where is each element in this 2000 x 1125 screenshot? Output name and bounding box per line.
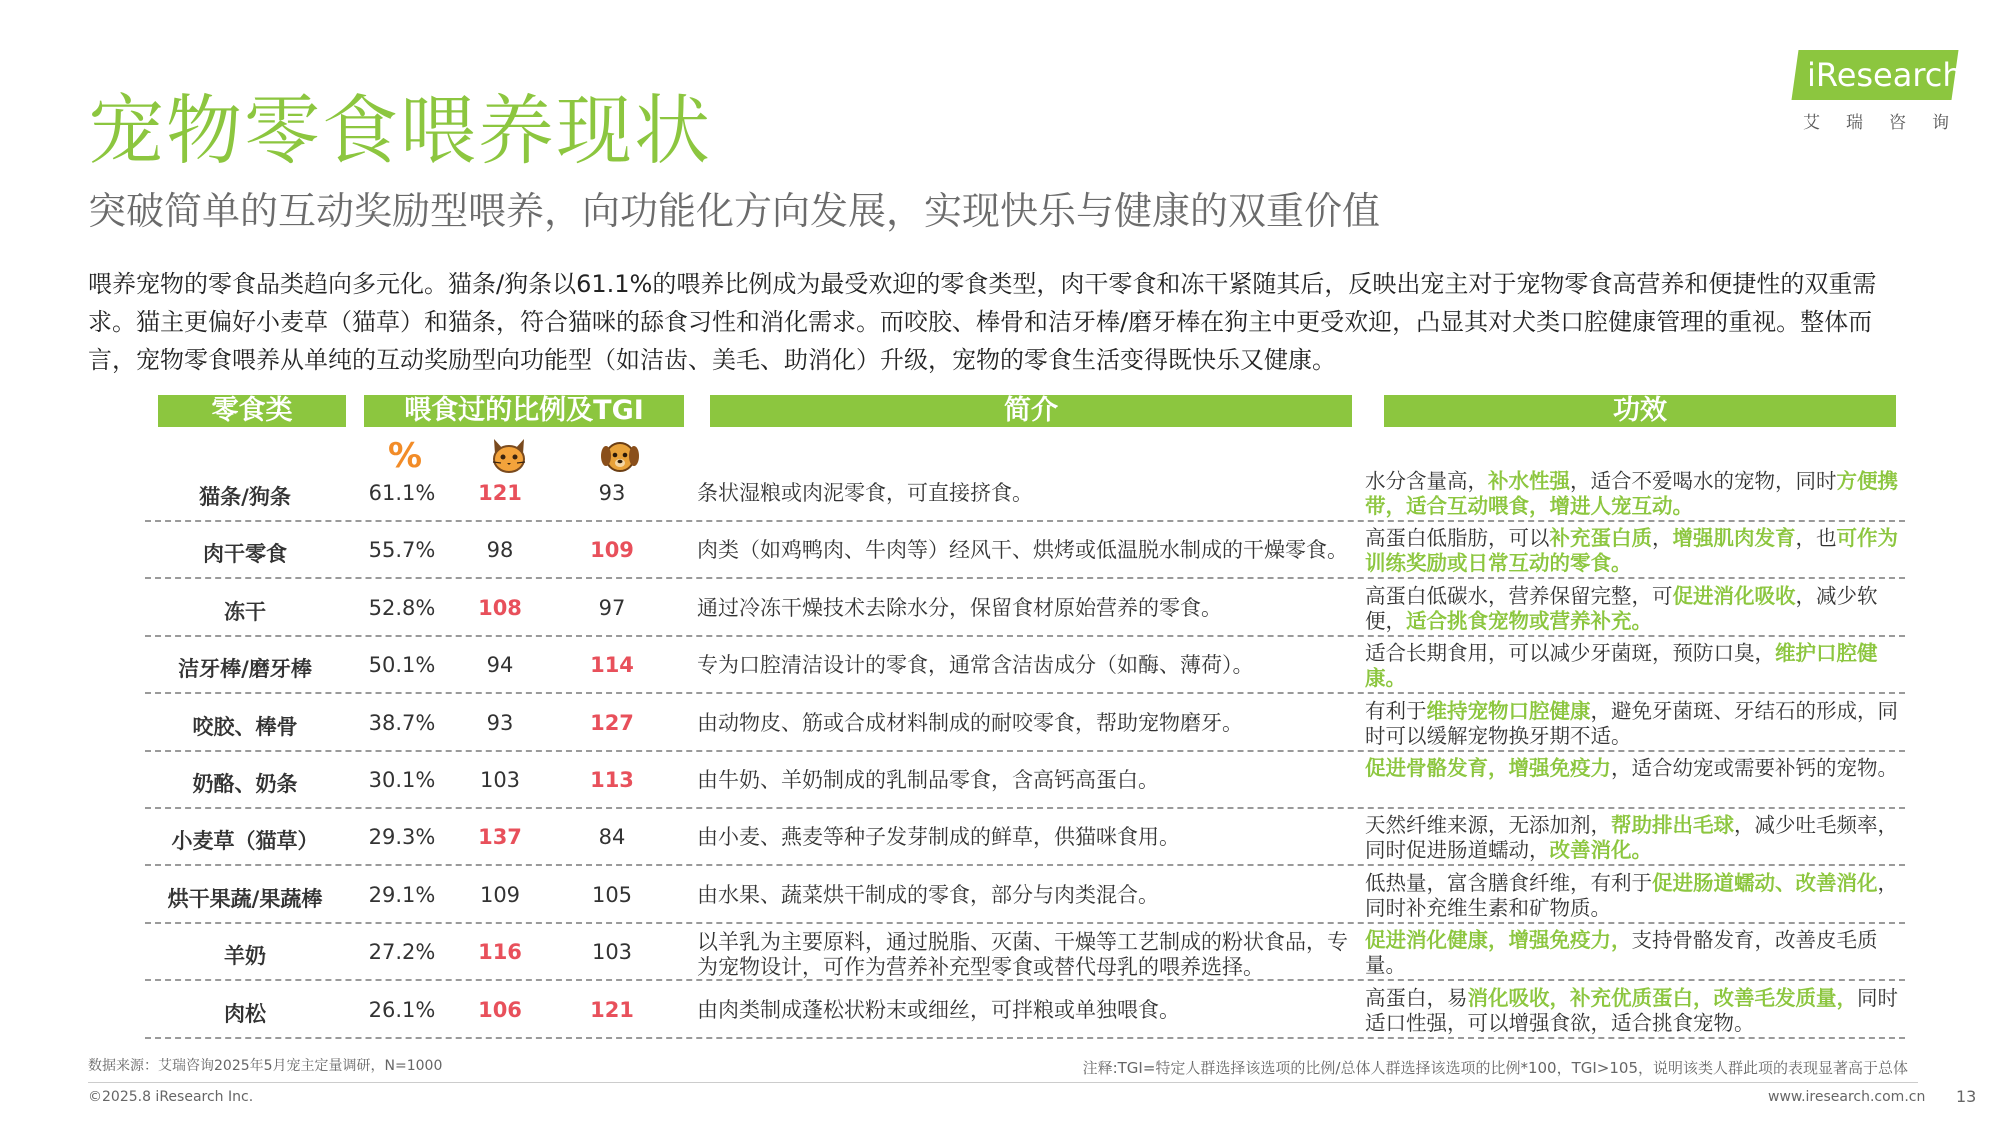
snack-category: 冻干 <box>224 599 266 624</box>
snack-category: 肉松 <box>224 1001 266 1026</box>
page-subtitle: 突破简单的互动奖励型喂养，向功能化方向发展，实现快乐与健康的双重价值 <box>88 189 1381 233</box>
effect-text: ，避免牙菌斑、牙结石的形成，同时可以缓解宠物换牙期不适。 <box>1365 698 1898 748</box>
header-effect: 功效 <box>1384 395 1896 427</box>
dog-tgi: 109 <box>590 538 634 563</box>
table-row <box>145 578 1905 637</box>
feeding-ratio: 50.1% <box>368 653 436 678</box>
logo-text: iResearch <box>1807 56 1963 94</box>
cat-tgi: 103 <box>479 768 521 792</box>
feeding-ratio: 61.1% <box>368 481 436 505</box>
cat-tgi: 108 <box>478 595 522 620</box>
effect-text: 高蛋白低脂肪，可以 <box>1365 526 1550 551</box>
snack-category: 羊奶 <box>224 944 266 969</box>
snack-description: 肉类（如鸡鸭肉、牛肉等）经风干、烘烤或低温脱水制成的干燥零食。 <box>697 538 1348 563</box>
effect-keyword: 促进消化吸收 <box>1672 583 1796 608</box>
effect-keyword: 增强肌肉发育 <box>1672 526 1796 551</box>
snack-description: 由动物皮、筋或合成材料制成的耐咬零食，帮助宠物磨牙。 <box>697 710 1243 735</box>
dog-tgi: 113 <box>590 768 634 792</box>
snack-effect <box>1365 928 1905 978</box>
cat-tgi: 121 <box>478 481 522 505</box>
effect-keyword: 适合挑食宠物或营养补充。 <box>1406 608 1652 633</box>
effect-text: 水分含量高， <box>1365 469 1488 493</box>
snack-description: 专为口腔清洁设计的零食，通常含洁齿成分（如酶、薄荷）。 <box>697 653 1254 678</box>
intro-paragraph: 喂养宠物的零食品类趋向多元化。猫条/狗条以61.1%的喂养比例成为最受欢迎的零食类型，肉干零食和冻干紧随其后，反映出宠主对于宠物零食高营养和便捷性的双重需求。猫主更偏好小麦草（猫草）和猫条，符合猫咪的舔食习性和消化需求。而咬胶、棒骨和洁牙棒/磨牙棒在狗主中更受欢迎，凸显其对犬类口腔健康管理的重视。整体而言，宠物零食喂养从单纯的互动奖励型向功能型（如洁齿、美毛、助消化）升级，宠物的零食生活变得既快乐又健康。 <box>88 270 1877 374</box>
effect-keyword: 促进肠道蠕动、改善消化 <box>1652 870 1878 895</box>
cat-tgi: 98 <box>486 538 514 563</box>
effect-text: ， <box>1652 526 1673 551</box>
effect-text: 有利于 <box>1365 698 1427 723</box>
snack-effect <box>1365 641 1905 691</box>
snack-effect <box>1365 813 1905 863</box>
dog-tgi: 105 <box>591 882 633 907</box>
percent-icon: % <box>388 436 423 476</box>
snack-description: 由小麦、燕麦等种子发芽制成的鲜草，供猫咪食用。 <box>697 825 1180 850</box>
iresearch-logo <box>1795 50 1975 133</box>
snack-effect <box>1365 469 1905 519</box>
effect-text: 高蛋白低碳水，营养保留完整，可 <box>1365 583 1673 608</box>
snack-category: 洁牙棒/磨牙棒 <box>178 657 312 682</box>
snack-effect <box>1365 986 1905 1036</box>
snack-category: 烘干果蔬/果蔬棒 <box>167 886 323 911</box>
snack-category: 咬胶、棒骨 <box>192 714 298 739</box>
effect-text: 高蛋白，易 <box>1365 985 1468 1010</box>
header-ratio: 喂食过的比例及TGI <box>364 395 684 427</box>
effect-text: 适合长期食用，可以减少牙菌斑，预防口臭， <box>1365 641 1775 666</box>
effect-text: 天然纤维来源，无添加剂， <box>1365 813 1611 838</box>
dog-tgi: 103 <box>591 940 633 965</box>
cat-tgi: 116 <box>478 940 522 965</box>
dog-tgi: 121 <box>590 997 634 1022</box>
dog-tgi: 93 <box>598 481 626 505</box>
snack-effect <box>1365 584 1905 634</box>
effect-keyword: 消化吸收，补充优质蛋白，改善毛发质量， <box>1467 985 1857 1010</box>
feeding-ratio: 30.1% <box>368 768 436 792</box>
effect-keyword: 可作为训练奖励或日常互动的零食。 <box>1365 526 1898 576</box>
effect-text: 同时适口性强，可以增强食欲，适合挑食宠物。 <box>1365 985 1898 1035</box>
cat-tgi: 137 <box>478 825 522 850</box>
effect-keyword: 促进骨骼发育，增强免疫力 <box>1365 756 1611 780</box>
cat-tgi: 106 <box>478 997 522 1022</box>
cat-tgi: 93 <box>486 710 514 735</box>
table-row <box>145 463 1905 522</box>
data-source: 数据来源：艾瑞咨询2025年5月宠主定量调研，N=1000 <box>88 1058 443 1074</box>
effect-text: ，减少软便， <box>1365 583 1878 633</box>
snack-effect <box>1365 756 1905 781</box>
effect-keyword: 帮助排出毛球 <box>1611 813 1734 838</box>
table-row <box>145 635 1905 694</box>
effect-keyword: 改善消化。 <box>1549 838 1652 863</box>
effect-keyword: 促进消化健康，增强免疫力， <box>1365 928 1632 953</box>
feeding-ratio: 38.7% <box>368 710 436 735</box>
table-row <box>145 922 1905 981</box>
snack-category: 猫条/狗条 <box>199 485 291 509</box>
table-row <box>145 750 1905 809</box>
footer-divider <box>88 1082 1918 1083</box>
effect-text: ，减少吐毛频率，同时促进肠道蠕动， <box>1365 813 1898 863</box>
snack-effect <box>1365 699 1905 749</box>
snack-category: 小麦草（猫草） <box>171 829 319 854</box>
snack-description: 由水果、蔬菜烘干制成的零食，部分与肉类混合。 <box>697 882 1159 907</box>
effect-text: ，也 <box>1795 526 1837 551</box>
effect-text: 支持骨骼发育，改善皮毛质量。 <box>1365 928 1878 978</box>
snack-category: 奶酪、奶条 <box>192 772 298 796</box>
feeding-ratio: 27.2% <box>368 940 436 965</box>
dog-tgi: 97 <box>598 595 626 620</box>
page-number: 13 <box>1956 1087 1977 1106</box>
page-title: 宠物零食喂养现状 <box>88 86 712 175</box>
table-row <box>145 807 1905 866</box>
feeding-ratio: 26.1% <box>368 997 436 1022</box>
effect-keyword: 维持宠物口腔健康 <box>1426 698 1591 723</box>
effect-text: ，同时补充维生素和矿物质。 <box>1365 870 1898 920</box>
header-desc: 简介 <box>710 395 1352 427</box>
snack-description: 通过冷冻干燥技术去除水分，保留食材原始营养的零食。 <box>697 595 1222 620</box>
snack-description: 由肉类制成蓬松状粉末或细丝，可拌粮或单独喂食。 <box>697 997 1180 1022</box>
header-category: 零食类 <box>158 395 346 427</box>
snack-category: 肉干零食 <box>203 542 287 567</box>
snack-description: 条状湿粮或肉泥零食，可直接挤食。 <box>697 481 1033 505</box>
website-url: www.iresearch.com.cn <box>1768 1089 1926 1105</box>
effect-keyword: 补充蛋白质 <box>1549 526 1652 551</box>
snack-effect <box>1365 871 1905 921</box>
effect-keyword: 维护口腔健康。 <box>1365 641 1878 691</box>
dog-tgi: 84 <box>598 825 626 850</box>
effect-keyword: 方便携带，适合互动喂食，增进人宠互动。 <box>1365 469 1898 518</box>
effect-text: ，适合不爱喝水的宠物，同时 <box>1570 469 1837 493</box>
snack-description: 以羊乳为主要原料，通过脱脂、灭菌、干燥等工艺制成的粉状食品，专为宠物设计，可作为营养补充型零食或替代母乳的喂养选择。 <box>697 930 1348 980</box>
feeding-ratio: 29.3% <box>368 825 436 850</box>
table-row <box>145 865 1905 924</box>
feeding-ratio: 55.7% <box>368 538 436 563</box>
effect-keyword: 补水性强 <box>1488 469 1570 493</box>
feeding-ratio: 52.8% <box>368 595 436 620</box>
cat-tgi: 109 <box>479 882 521 907</box>
snack-description: 由牛奶、羊奶制成的乳制品零食，含高钙高蛋白。 <box>697 768 1159 792</box>
effect-text: ，适合幼宠或需要补钙的宠物。 <box>1611 756 1898 780</box>
table-row <box>145 520 1905 579</box>
dog-tgi: 114 <box>590 653 634 678</box>
dog-tgi: 127 <box>590 710 634 735</box>
logo-subtext: 艾瑞咨询 <box>1803 113 1975 133</box>
copyright: ©2025.8 iResearch Inc. <box>88 1089 254 1105</box>
cat-tgi: 94 <box>486 653 514 678</box>
table-row <box>145 980 1905 1039</box>
feeding-ratio: 29.1% <box>368 882 436 907</box>
footnote: 注释:TGI=特定人群选择该选项的比例/总体人群选择该选项的比例*100，TGI>105，说明该类人群此项的表现显著高于总体 <box>1082 1059 1908 1077</box>
snack-effect <box>1365 526 1905 576</box>
table-row <box>145 693 1905 752</box>
effect-text: 低热量，富含膳食纤维，有利于 <box>1365 870 1652 895</box>
